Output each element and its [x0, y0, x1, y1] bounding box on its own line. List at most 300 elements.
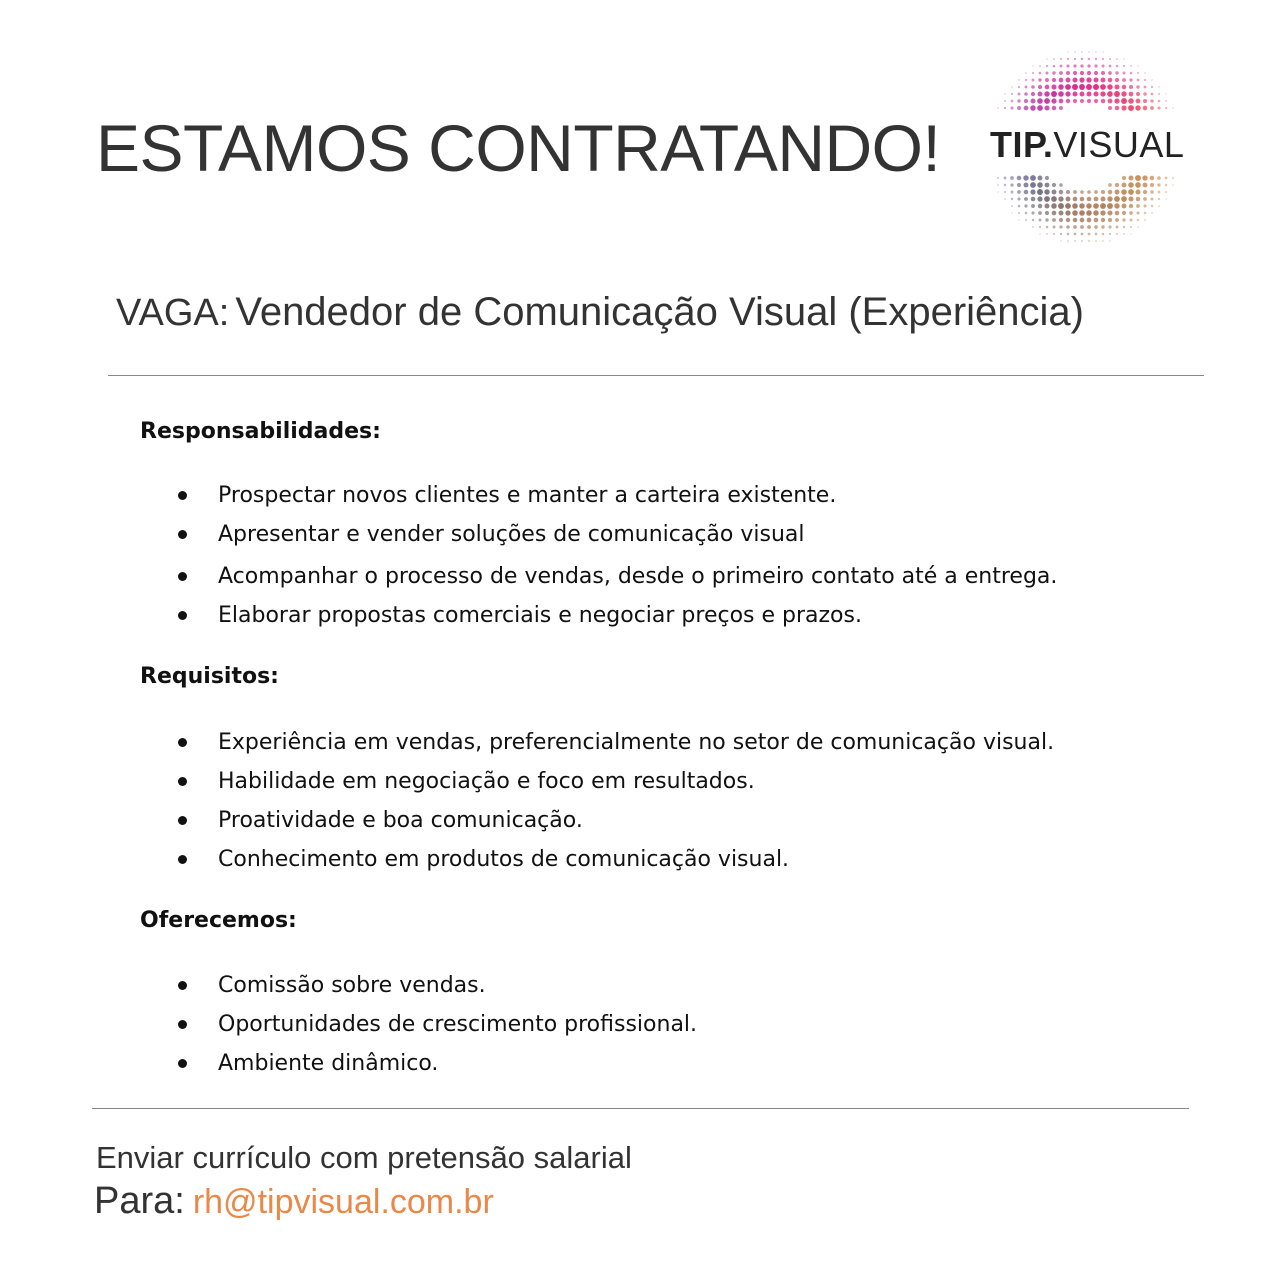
logo-dot	[1144, 219, 1146, 221]
logo-dot	[1045, 85, 1050, 90]
logo-dot	[1135, 105, 1140, 110]
section-heading-requisitos: Requisitos:	[140, 664, 279, 689]
logo-dot	[1081, 240, 1083, 242]
logo-dot	[1046, 226, 1049, 229]
list-item-text: Elaborar propostas comerciais e negociar preços e prazos.	[218, 603, 862, 628]
logo-dot	[997, 177, 999, 179]
logo-dot	[1038, 176, 1043, 181]
logo-dot	[1052, 211, 1057, 216]
logo-dot	[1087, 99, 1091, 103]
logo-dot	[1017, 99, 1020, 102]
list-item-text: Habilidade em negociação e foco em resultados.	[218, 769, 755, 794]
logo-dot	[1030, 182, 1036, 188]
logo-dot	[1011, 212, 1012, 213]
page-title: ESTAMOS CONTRATANDO!	[96, 111, 941, 185]
logo-dot	[1135, 182, 1141, 188]
logo-dot	[1058, 196, 1063, 201]
logo-dot	[1052, 78, 1056, 82]
bullet-dot-icon	[178, 1020, 187, 1029]
list-item-text: Experiência em vendas, preferencialmente no setor de comunicação visual.	[218, 730, 1055, 755]
logo-dot	[1018, 93, 1021, 96]
logo-dot	[1053, 226, 1056, 229]
list-requisitos	[140, 723, 1054, 879]
logo-dot	[1053, 233, 1055, 235]
logo-dot	[1093, 84, 1099, 90]
logo-dot	[1010, 176, 1014, 180]
bottom-divider	[92, 1108, 1189, 1109]
logo-dot	[1059, 225, 1062, 228]
logo-dot	[1051, 98, 1056, 103]
logo-dot	[1073, 71, 1077, 75]
logo-dot	[1101, 99, 1105, 103]
logo-dot	[1130, 72, 1133, 75]
logo-dot	[1051, 91, 1057, 97]
logo-dot	[1094, 197, 1099, 202]
logo-brand-bold: TIP	[990, 124, 1043, 165]
logo-dot	[1172, 107, 1173, 108]
logo-dot	[1045, 176, 1049, 180]
logo-dot	[1128, 175, 1133, 180]
logo-dot	[1093, 210, 1098, 215]
logo-dot	[1129, 211, 1133, 215]
section-heading-oferecemos: Oferecemos:	[140, 908, 297, 933]
logo-dot	[1011, 205, 1013, 207]
logo-dot	[1080, 225, 1084, 229]
logo-dot	[1079, 203, 1084, 208]
list-item-text: Ambiente dinâmico.	[218, 1051, 439, 1076]
logo-dot	[1136, 204, 1140, 208]
logo-dot	[1080, 99, 1084, 103]
logo-dot	[1044, 98, 1050, 104]
logo-dot	[1037, 182, 1043, 188]
logo-dot	[1122, 176, 1126, 180]
job-title-line	[116, 290, 1084, 335]
logo-dot	[1086, 84, 1092, 90]
logo-dot	[1143, 204, 1146, 207]
logo-dot	[1079, 77, 1084, 82]
logo-dot	[1165, 93, 1166, 94]
logo-dot	[1045, 78, 1049, 82]
logo-dot	[1044, 91, 1049, 96]
logo-dot	[1031, 85, 1035, 89]
logo-dot	[1058, 210, 1063, 215]
logo-dot	[1053, 58, 1055, 60]
logo-dot	[1158, 198, 1160, 200]
logo-dot	[1129, 92, 1134, 97]
logo-dot	[1023, 175, 1028, 180]
logo-dot	[1136, 197, 1140, 201]
job-label: VAGA:	[116, 292, 230, 334]
logo-dot	[1011, 93, 1013, 95]
logo-dot	[1165, 100, 1167, 102]
logo-dot	[1157, 176, 1161, 180]
logo-brand-light: VISUAL	[1053, 124, 1185, 165]
logo-dot	[1081, 58, 1083, 60]
logo-dot	[1066, 64, 1069, 67]
logo-dot	[1143, 190, 1147, 194]
logo-dot	[1094, 99, 1098, 103]
logo-dot	[1073, 190, 1077, 194]
logo-dot	[1072, 91, 1077, 96]
logo-dot	[1087, 71, 1091, 75]
logo-dot	[1074, 240, 1076, 242]
list-item	[140, 476, 1057, 515]
logo-dot	[1039, 233, 1040, 234]
logo-dot	[1094, 190, 1098, 194]
logo-dot	[1038, 78, 1041, 81]
logo-dot	[1080, 197, 1085, 202]
logo-dot	[1052, 106, 1056, 110]
logo-dot	[1059, 106, 1063, 110]
logo-dot	[1128, 196, 1133, 201]
logo-dot	[1073, 99, 1077, 103]
logo-dot	[1136, 92, 1140, 96]
logo-dot	[1031, 204, 1035, 208]
list-item-text: Comissão sobre vendas.	[218, 973, 486, 998]
list-oferecemos	[140, 966, 697, 1083]
logo-dot	[1066, 218, 1070, 222]
logo-dot	[1046, 65, 1048, 67]
logo-dot	[997, 107, 999, 109]
logo-dot	[1037, 98, 1043, 104]
logo-dot	[1067, 51, 1068, 52]
logo-dot	[1150, 99, 1153, 102]
logo-dot	[1065, 91, 1070, 96]
logo-dot	[1109, 58, 1111, 60]
logo-dot	[1150, 183, 1154, 187]
logo-dot	[1136, 85, 1140, 89]
logo-dot	[1066, 225, 1070, 229]
logo-dot	[1072, 77, 1077, 82]
logo-dot	[1158, 93, 1160, 95]
logo-dot	[1025, 86, 1028, 89]
logo-dot	[1101, 78, 1106, 83]
logo-dot	[1107, 91, 1113, 97]
logo-dot	[1123, 58, 1124, 59]
logo-dot	[1060, 65, 1063, 68]
logo-dot	[1018, 212, 1020, 214]
logo-dot	[1060, 58, 1062, 60]
logo-dot	[1094, 71, 1098, 75]
section-heading-responsabilidades: Responsabilidades:	[140, 419, 381, 444]
logo-dot	[1073, 197, 1078, 202]
logo-dot	[1080, 71, 1084, 75]
logo-dot	[1108, 78, 1113, 83]
logo-dot	[1128, 105, 1134, 111]
logo-dot	[1046, 58, 1047, 59]
logo-dot	[1143, 92, 1147, 96]
logo-dot	[1045, 71, 1048, 74]
logo-dot	[1137, 65, 1138, 66]
top-divider	[108, 375, 1204, 376]
logo-dot	[1115, 183, 1119, 187]
logo-dot	[1059, 78, 1064, 83]
logo-dot	[1004, 184, 1007, 187]
logo-dot	[1122, 218, 1125, 221]
logo-dot	[1114, 98, 1119, 103]
logo-dot	[1081, 233, 1084, 236]
logo-dot	[1072, 203, 1078, 209]
logo-dot	[1010, 106, 1013, 109]
logo-dot	[1032, 226, 1034, 228]
logo-dot	[1158, 205, 1160, 207]
list-item	[140, 1005, 697, 1044]
logo-dot	[1114, 196, 1120, 202]
logo-dot	[1165, 184, 1167, 186]
logo-dot	[1122, 183, 1127, 188]
logo-dot	[1031, 211, 1034, 214]
logo-dot	[1142, 175, 1147, 180]
logo-dot	[1157, 183, 1160, 186]
logo-dot	[1121, 98, 1127, 104]
logo-dot	[1017, 190, 1021, 194]
logo-dot	[1011, 198, 1013, 200]
logo-dot	[1095, 233, 1098, 236]
logo-dot	[1136, 99, 1141, 104]
list-item	[140, 515, 1057, 554]
logo-dot	[1004, 191, 1006, 193]
logo-dot	[1100, 91, 1105, 96]
logo-dot	[1137, 79, 1140, 82]
logo-dot	[1088, 240, 1090, 242]
logo-dot	[1080, 190, 1084, 194]
logo-dot	[1172, 184, 1174, 186]
logo-dot	[1067, 233, 1070, 236]
logo-dot	[1115, 190, 1120, 195]
footer-contact	[94, 1180, 494, 1223]
logo-dot	[1129, 85, 1133, 89]
logo-dot	[1088, 58, 1090, 60]
logo-dot	[997, 191, 998, 192]
logo-dot	[1010, 183, 1013, 186]
logo-dot	[1025, 219, 1027, 221]
list-item	[140, 596, 1057, 635]
list-item	[140, 723, 1054, 762]
logo-dot	[1024, 197, 1028, 201]
logo-dot	[1030, 105, 1036, 111]
logo-dot	[1151, 212, 1153, 214]
logo-dot	[1123, 72, 1126, 75]
logo-dot	[1017, 183, 1021, 187]
logo-dot	[1025, 72, 1027, 74]
bullet-dot-icon	[178, 738, 187, 747]
logo-dot	[1122, 204, 1127, 209]
logo-dot	[1121, 189, 1127, 195]
logo-dot	[1018, 86, 1020, 88]
bullet-dot-icon	[178, 816, 187, 825]
logo-dot	[1004, 198, 1006, 200]
bullet-dot-icon	[178, 777, 187, 786]
logo-dot	[1122, 85, 1127, 90]
logo-dot	[1060, 233, 1062, 235]
logo-dot	[1074, 51, 1075, 52]
list-item	[140, 840, 1054, 879]
logo-dot	[1109, 65, 1112, 68]
logo-dot	[1130, 65, 1132, 67]
logo-dot	[1065, 84, 1071, 90]
logo-dot	[1114, 84, 1119, 89]
logo-dot	[1108, 190, 1112, 194]
logo-dot	[1039, 219, 1042, 222]
logo-dot	[1150, 176, 1154, 180]
logo-dot	[1088, 51, 1089, 52]
list-item	[140, 762, 1054, 801]
logo-dot	[1059, 71, 1063, 75]
logo-dot	[1123, 233, 1125, 235]
logo-dot	[1044, 203, 1049, 208]
logo-dot	[1073, 218, 1078, 223]
logo-dot	[1143, 197, 1147, 201]
logo-dot	[1109, 240, 1110, 241]
logo-dot	[1100, 84, 1106, 90]
logo-dot	[1108, 106, 1112, 110]
logo-dot	[1031, 99, 1036, 104]
logo-dot	[1044, 105, 1049, 110]
logo-dot	[1116, 58, 1118, 60]
logo-dot	[1107, 84, 1112, 89]
logo-dot	[1108, 71, 1112, 75]
logo-dot	[1066, 78, 1071, 83]
logo-dot	[1017, 176, 1022, 181]
logo-dot	[1038, 204, 1042, 208]
logo-dot	[1102, 240, 1104, 242]
logo-dot	[1059, 218, 1063, 222]
logo-dot	[1011, 100, 1014, 103]
logo-dot	[1094, 218, 1099, 223]
logo-dot	[1122, 211, 1126, 215]
logo-brand-dot: .	[1042, 124, 1054, 165]
logo-dot	[1109, 233, 1111, 235]
logo-dot	[1072, 210, 1078, 216]
logo-dot	[1059, 190, 1063, 194]
logo-dot	[1121, 105, 1126, 110]
logo-dot	[1144, 212, 1146, 214]
para-label: Para:	[94, 1180, 185, 1222]
bullet-dot-icon	[178, 530, 187, 539]
logo-dot	[1115, 218, 1119, 222]
logo-dot	[1122, 78, 1126, 82]
logo-dot	[1101, 197, 1106, 202]
logo-dot	[1053, 65, 1056, 68]
logo-dot	[1128, 182, 1134, 188]
logo-dot	[1011, 86, 1013, 88]
logo-dot	[1150, 190, 1154, 194]
logo-dot	[1024, 183, 1029, 188]
logo-dot	[1081, 51, 1082, 52]
logo-dot	[1074, 58, 1076, 60]
logo-dot	[1102, 58, 1104, 60]
logo-dot	[1094, 64, 1097, 67]
logo-dot	[1079, 84, 1085, 90]
logo-dot	[1151, 205, 1153, 207]
logo-dot	[1052, 183, 1056, 187]
logo-dot	[1079, 210, 1085, 216]
logo-dot	[1107, 196, 1112, 201]
logo-dot	[1101, 218, 1105, 222]
logo-dot	[1024, 99, 1028, 103]
logo-dot	[1052, 71, 1055, 74]
logo-dot	[1038, 92, 1043, 97]
logo-dot	[1066, 99, 1070, 103]
logo-dot	[1130, 219, 1133, 222]
logo-dot	[1025, 212, 1028, 215]
logo-dot	[1158, 86, 1159, 87]
logo-dot	[1108, 99, 1113, 104]
logo-dot	[1087, 218, 1092, 223]
logo-dot	[1045, 183, 1050, 188]
logo-wordmark	[990, 124, 1184, 166]
logo-dot	[1032, 79, 1035, 82]
logo-dot	[1018, 219, 1019, 220]
email-link[interactable]: rh@tipvisual.com.br	[192, 1183, 494, 1221]
logo-dot	[1046, 233, 1048, 235]
logo-dot	[1080, 92, 1085, 97]
logo-dot	[1143, 183, 1148, 188]
logo-dot	[1059, 99, 1064, 104]
logo-dot	[1004, 100, 1006, 102]
job-title: Vendedor de Comunicação Visual (Experiência)	[235, 290, 1084, 334]
logo-dot	[1051, 203, 1057, 209]
logo-dot	[1066, 197, 1071, 202]
logo-dot	[1144, 79, 1146, 81]
logo-dot	[1093, 91, 1098, 96]
logo-dot	[1052, 218, 1056, 222]
logo-dot	[1086, 203, 1091, 208]
logo-dot	[1065, 210, 1070, 215]
logo-dot	[1158, 191, 1161, 194]
logo-dot	[1121, 91, 1126, 96]
logo-dot	[1158, 100, 1161, 103]
logo-dot	[1072, 84, 1078, 90]
logo-dot	[1059, 183, 1063, 187]
logo-dot	[1151, 86, 1153, 88]
logo-dot	[1095, 240, 1097, 242]
logo-dot	[1165, 107, 1167, 109]
logo-dot	[1060, 240, 1061, 241]
logo-dot	[1087, 190, 1091, 194]
logo-dot	[1058, 84, 1064, 90]
logo-dot	[1051, 84, 1056, 89]
logo-dot	[1067, 58, 1069, 60]
logo-dot	[1088, 233, 1091, 236]
logo-dot	[1031, 92, 1035, 96]
logo-dot	[1038, 211, 1042, 215]
logo-dot	[1137, 219, 1139, 221]
logo-dot	[1004, 93, 1005, 94]
logo-dot	[1024, 190, 1028, 194]
logo-dot	[1129, 78, 1132, 81]
logo-dot	[1074, 233, 1077, 236]
tip-visual-logo	[980, 48, 1190, 248]
logo-dot	[1130, 226, 1132, 228]
logo-dot	[1128, 189, 1134, 195]
logo-dot	[1102, 51, 1103, 52]
logo-dot	[1017, 106, 1021, 110]
logo-dot	[1051, 196, 1057, 202]
logo-dot	[1108, 225, 1111, 228]
logo-dot	[1080, 218, 1085, 223]
logo-dot	[1100, 203, 1106, 209]
logo-dot	[1024, 204, 1027, 207]
logo-dot	[1150, 106, 1154, 110]
logo-dot	[1116, 65, 1119, 68]
logo-dot	[1130, 233, 1131, 234]
logo-dot	[1004, 177, 1007, 180]
logo-dot	[1108, 183, 1112, 187]
logo-dot	[1116, 233, 1118, 235]
logo-dot	[1123, 226, 1126, 229]
list-item-text: Acompanhar o processo de vendas, desde o primeiro contato até a entrega.	[218, 564, 1058, 589]
